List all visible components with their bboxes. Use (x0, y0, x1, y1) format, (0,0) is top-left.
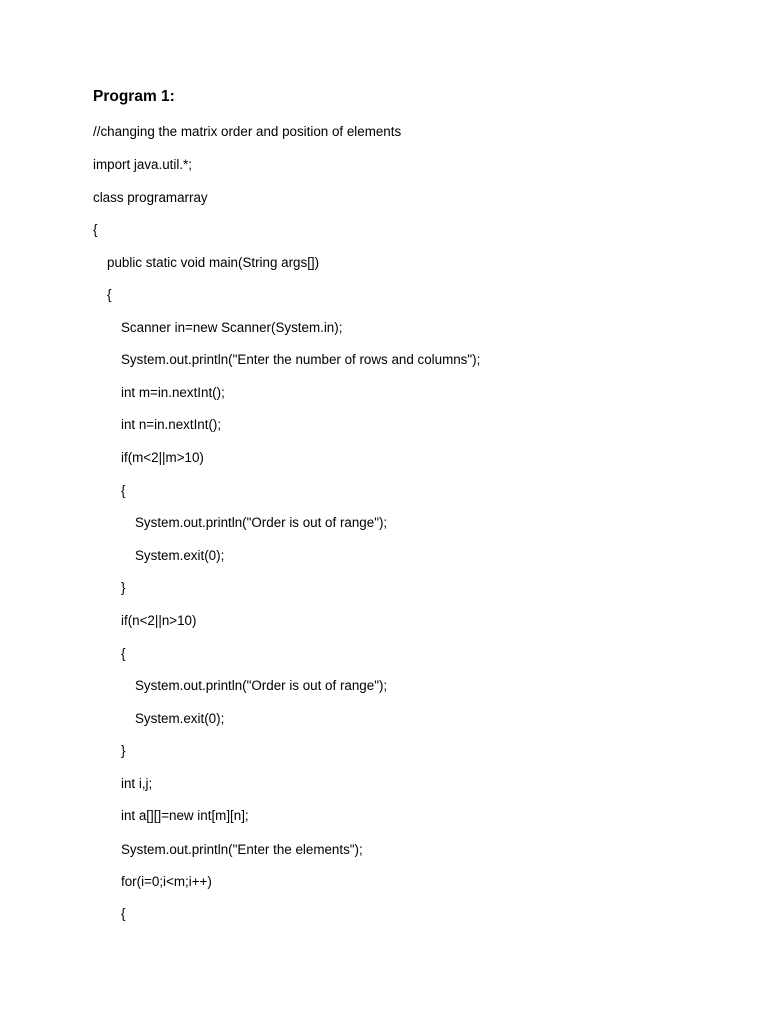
code-line-class: class programarray (93, 190, 208, 205)
code-line-brace-open: { (121, 646, 126, 661)
code-line-int-m: int m=in.nextInt(); (121, 385, 225, 400)
code-line-import: import java.util.*; (93, 157, 192, 172)
code-line-if-m: if(m<2||m>10) (121, 450, 204, 465)
code-line-println: System.out.println("Enter the number of rows and columns"); (121, 352, 481, 367)
program-heading: Program 1: (93, 88, 175, 105)
code-line-brace-open: { (121, 906, 126, 921)
code-line-exit: System.exit(0); (135, 711, 225, 726)
code-line-int-ij: int i,j; (121, 776, 153, 791)
code-line-brace-open: { (93, 222, 98, 237)
code-line-comment: //changing the matrix order and position of elements (93, 124, 402, 139)
code-line-if-n: if(n<2||n>10) (121, 613, 197, 628)
code-line-brace-open: { (121, 483, 126, 498)
code-line-for: for(i=0;i<m;i++) (121, 874, 212, 889)
code-line-scanner: Scanner in=new Scanner(System.in); (121, 320, 343, 335)
code-line-println: System.out.println("Order is out of range"); (135, 678, 388, 693)
code-line-exit: System.exit(0); (135, 548, 225, 563)
code-line-array-decl: int a[][]=new int[m][n]; (121, 808, 249, 823)
code-line-brace-close: } (121, 743, 126, 758)
code-line-println: System.out.println("Order is out of range"); (135, 515, 388, 530)
code-line-int-n: int n=in.nextInt(); (121, 417, 222, 432)
code-line-main: public static void main(String args[]) (107, 255, 320, 270)
code-line-brace-close: } (121, 580, 126, 595)
code-line-println: System.out.println("Enter the elements"); (121, 842, 363, 857)
code-line-brace-open: { (107, 287, 112, 302)
